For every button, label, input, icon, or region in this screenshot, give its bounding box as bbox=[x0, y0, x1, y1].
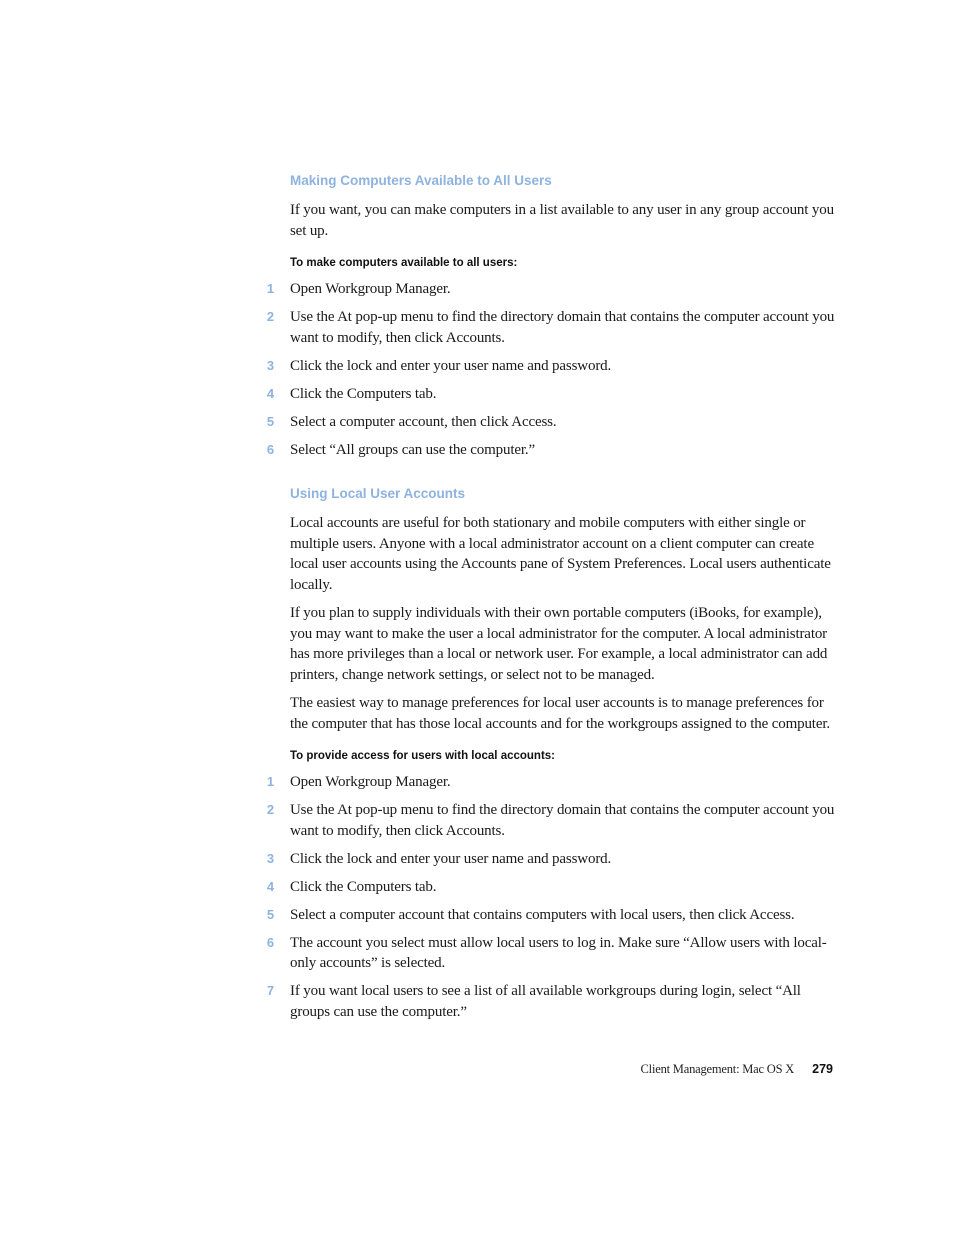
step-item bbox=[266, 849, 835, 870]
section-making-computers-available bbox=[266, 171, 835, 460]
step-number: 7 bbox=[266, 983, 274, 998]
step-text: Click the Computers tab. bbox=[290, 385, 437, 402]
page-footer bbox=[641, 1062, 833, 1077]
step-text: Use the At pop-up menu to find the directory domain that contains the computer account you want to modify, then click Accounts. bbox=[290, 802, 835, 839]
step-text: If you want local users to see a list of all available workgroups during login, select “All groups can use the computer.” bbox=[290, 983, 801, 1020]
step-text: Click the Computers tab. bbox=[290, 878, 437, 895]
step-text: Select a computer account, then click Access. bbox=[290, 413, 557, 430]
task-heading: To make computers available to all users: bbox=[290, 257, 518, 269]
step-text: Click the lock and enter your user name and password. bbox=[290, 357, 612, 374]
step-text: The account you select must allow local users to log in. Make sure “Allow users with local-only accounts” is selected. bbox=[290, 934, 827, 971]
paragraph: If you plan to supply individuals with their own portable computers (iBooks, for example), you may want to make the user a local administrator for the computer. A local administrator has more privileges than a local or network user. For example, a local administrator can add printers, change network settings, or select not to be managed. bbox=[290, 605, 828, 683]
step-text: Select “All groups can use the computer.” bbox=[290, 441, 536, 458]
step-number: 4 bbox=[266, 385, 274, 401]
step-item bbox=[266, 356, 835, 377]
steps-list bbox=[266, 772, 835, 1022]
step-item bbox=[266, 877, 835, 898]
step-text: Click the lock and enter your user name and password. bbox=[290, 850, 612, 867]
step-item bbox=[266, 981, 835, 1022]
paragraph: If you want, you can make computers in a list available to any user in any group account you set up. bbox=[290, 202, 834, 239]
footer-title: Client Management: Mac OS X bbox=[640, 1062, 795, 1076]
step-number: 1 bbox=[266, 281, 274, 296]
step-text: Select a computer account that contains computers with local users, then click Access. bbox=[290, 906, 795, 923]
step-number: 5 bbox=[266, 906, 274, 922]
step-item bbox=[266, 905, 835, 926]
step-item bbox=[266, 800, 835, 841]
step-number: 3 bbox=[266, 850, 274, 866]
step-item bbox=[266, 384, 835, 405]
section-heading: Making Computers Available to All Users bbox=[290, 173, 552, 188]
page-number: 279 bbox=[812, 1062, 833, 1076]
step-number: 5 bbox=[266, 413, 274, 429]
step-item bbox=[266, 279, 835, 300]
step-item bbox=[266, 307, 835, 348]
step-item bbox=[266, 412, 835, 433]
step-number: 2 bbox=[266, 309, 274, 324]
step-text: Use the At pop-up menu to find the directory domain that contains the computer account you want to modify, then click Accounts. bbox=[290, 309, 835, 346]
section-heading: Using Local User Accounts bbox=[290, 486, 466, 501]
step-number: 6 bbox=[266, 934, 274, 950]
paragraph: Local accounts are useful for both stationary and mobile computers with either single or multiple users. Anyone with a local administrator account on a client computer can create local user accounts using the Accounts pane of System Preferences. Local users authenticate locally. bbox=[290, 515, 831, 593]
page-content bbox=[266, 171, 835, 1030]
step-number: 4 bbox=[266, 878, 274, 894]
step-item bbox=[266, 933, 835, 974]
task-heading: To provide access for users with local accounts: bbox=[290, 750, 556, 762]
paragraph: The easiest way to manage preferences for local user accounts is to manage preferences for the computer that has those local accounts and for the workgroups assigned to the computer. bbox=[290, 695, 830, 732]
steps-list bbox=[266, 279, 835, 460]
step-item bbox=[266, 440, 835, 461]
section-using-local-user-accounts bbox=[266, 484, 835, 1022]
step-number: 2 bbox=[266, 802, 274, 817]
step-number: 6 bbox=[266, 441, 274, 457]
step-item bbox=[266, 772, 835, 793]
step-text: Open Workgroup Manager. bbox=[290, 281, 451, 297]
step-text: Open Workgroup Manager. bbox=[290, 774, 451, 790]
step-number: 1 bbox=[266, 774, 274, 789]
step-number: 3 bbox=[266, 357, 274, 373]
